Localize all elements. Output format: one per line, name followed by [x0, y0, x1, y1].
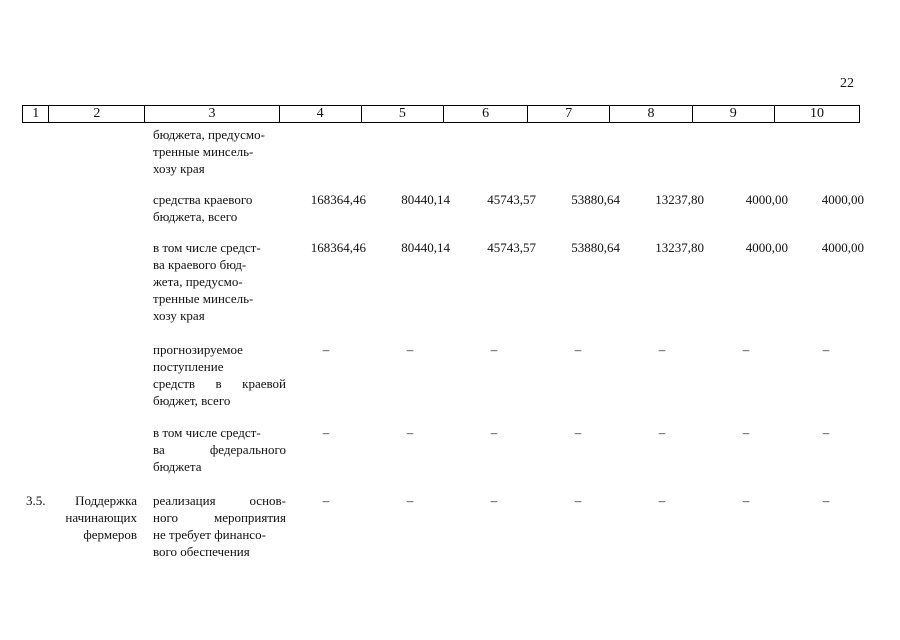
value-col-8: 13237,80	[655, 192, 704, 207]
header-col-6: 6	[444, 106, 528, 122]
value-col-8: –	[658, 493, 666, 508]
header-col-5: 5	[362, 106, 444, 122]
value-col-10: 4000,00	[821, 192, 864, 207]
value-col-4: –	[322, 342, 330, 357]
value-col-4: 168364,46	[310, 192, 366, 207]
value-col-10: –	[822, 493, 830, 508]
value-col-7: –	[574, 493, 582, 508]
page-number: 22	[840, 76, 854, 91]
value-col-7: 53880,64	[571, 192, 620, 207]
value-col-5: –	[406, 493, 414, 508]
value-col-6: 45743,57	[487, 192, 536, 207]
value-col-9: 4000,00	[745, 240, 788, 255]
header-col-10: 10	[809, 106, 824, 121]
table-header	[22, 105, 860, 123]
header-col-7: 7	[528, 106, 610, 122]
value-col-7: –	[574, 425, 582, 440]
header-col-8: 8	[610, 106, 692, 122]
value-col-8: –	[658, 342, 666, 357]
value-col-6: –	[490, 493, 498, 508]
value-col-6: –	[490, 342, 498, 357]
value-col-5: 80440,14	[401, 192, 450, 207]
value-col-10: 4000,00	[821, 240, 864, 255]
value-col-4: –	[322, 425, 330, 440]
value-col-6: –	[490, 425, 498, 440]
value-col-9: 4000,00	[745, 192, 788, 207]
value-col-4: 168364,46	[310, 240, 366, 255]
value-col-5: –	[406, 425, 414, 440]
value-col-10: –	[822, 342, 830, 357]
row-description: реализация основ- ного мероприятия не требует финансо- вого обеспечения	[153, 493, 286, 559]
item-name: Поддержка начинающих фермеров	[65, 493, 137, 542]
value-col-6: 45743,57	[487, 240, 536, 255]
row-description: в том числе средст- ва краевого бюд- жета, предусмо- тренные минсель- хозу края	[153, 240, 261, 323]
value-col-5: –	[406, 342, 414, 357]
row-description: прогнозируемое поступление средств в краевой бюджет, всего	[153, 342, 286, 408]
header-col-4: 4	[280, 106, 362, 122]
row-description: средства краевого бюджета, всего	[153, 192, 253, 224]
value-col-9: –	[742, 493, 750, 508]
value-col-7: –	[574, 342, 582, 357]
row-description: бюджета, предусмо- тренные минсель- хозу края	[153, 127, 265, 176]
value-col-4: –	[322, 493, 330, 508]
value-col-9: –	[742, 425, 750, 440]
value-col-5: 80440,14	[401, 240, 450, 255]
header-col-2: 2	[49, 106, 145, 122]
header-col-3: 3	[145, 106, 279, 122]
value-col-7: 53880,64	[571, 240, 620, 255]
header-col-9: 9	[693, 106, 775, 122]
value-col-9: –	[742, 342, 750, 357]
row-description: в том числе средст- ва федерального бюджета	[153, 425, 286, 474]
item-number: 3.5.	[26, 493, 46, 508]
value-col-8: –	[658, 425, 666, 440]
value-col-10: –	[822, 425, 830, 440]
header-col-1: 1	[23, 106, 49, 122]
value-col-8: 13237,80	[655, 240, 704, 255]
